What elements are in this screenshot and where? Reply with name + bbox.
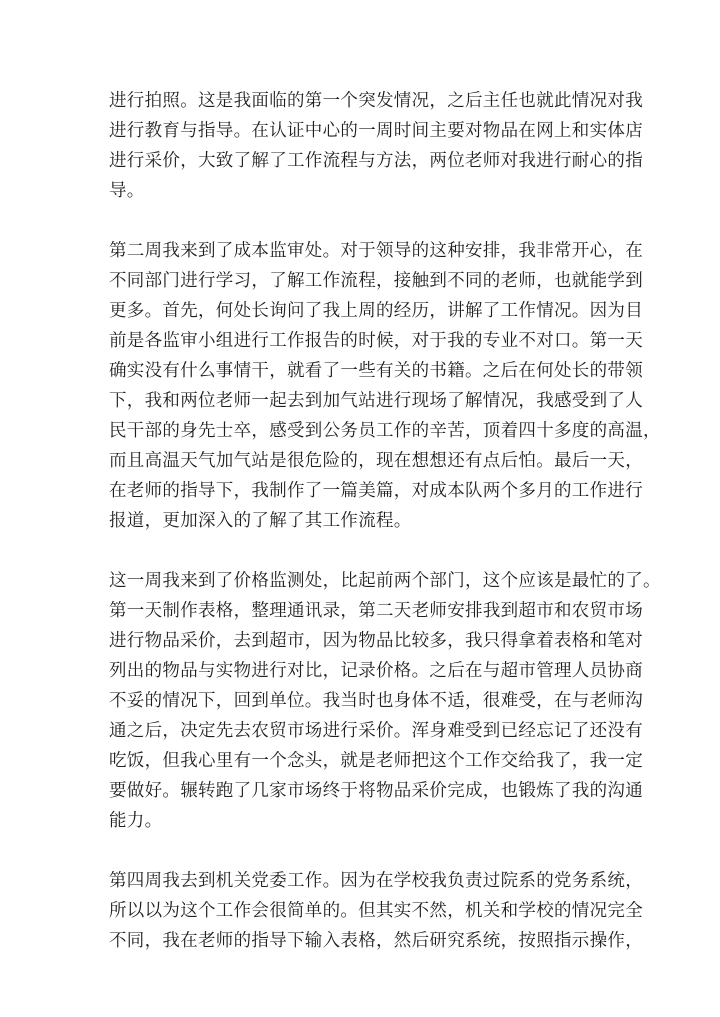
paragraph-1 (109, 86, 643, 206)
document-body (109, 86, 661, 986)
paragraph-2 (109, 236, 661, 536)
text-line: 更多。首先，何处长询问了我上周的经历，讲解了工作情况。因为目 (109, 301, 643, 321)
text-line: 第一天制作表格，整理通讯录，第二天老师安排我到超市和农贸市场 (109, 601, 643, 621)
text-line: 进行教育与指导。在认证中心的一周时间主要对物品在网上和实体店 (109, 121, 643, 141)
text-line: 进行采价，大致了解了工作流程与方法，两位老师对我进行耐心的指 (109, 151, 643, 171)
text-line: 下，我和两位老师一起去到加气站进行现场了解情况，我感受到了人 (109, 391, 643, 411)
text-line: 前是各监审小组进行工作报告的时候，对于我的专业不对口。第一天 (109, 331, 643, 351)
text-line: 民干部的身先士卒，感受到公务员工作的辛苦，顶着四十多度的高温， (109, 421, 661, 441)
text-line: 不同部门进行学习，了解工作流程，接触到不同的老师，也就能学到 (109, 271, 643, 291)
text-line: 第四周我去到机关党委工作。因为在学校我负责过院系的党务系统， (109, 871, 643, 891)
text-line: 列出的物品与实物进行对比，记录价格。之后在与超市管理人员协商 (109, 661, 643, 681)
text-line: 不同，我在老师的指导下输入表格，然后研究系统，按照指示操作， (109, 931, 643, 951)
text-line: 不妥的情况下，回到单位。我当时也身体不适，很难受，在与老师沟 (109, 691, 643, 711)
text-line: 要做好。辗转跑了几家市场终于将物品采价完成，也锻炼了我的沟通 (109, 781, 643, 801)
text-line: 进行物品采价，去到超市，因为物品比较多，我只得拿着表格和笔对 (109, 631, 643, 651)
text-line: 第二周我来到了成本监审处。对于领导的这种安排，我非常开心，在 (109, 241, 643, 261)
text-line: 而且高温天气加气站是很危险的，现在想想还有点后怕。最后一天， (109, 451, 643, 471)
text-line: 能力。 (109, 811, 163, 831)
text-line: 所以以为这个工作会很简单的。但其实不然，机关和学校的情况完全 (109, 901, 643, 921)
text-line: 在老师的指导下，我制作了一篇美篇，对成本队两个多月的工作进行 (109, 481, 643, 501)
text-line: 报道，更加深入的了解了其工作流程。 (109, 511, 412, 531)
text-line: 确实没有什么事情干，就看了一些有关的书籍。之后在何处长的带领 (109, 361, 643, 381)
text-line: 进行拍照。这是我面临的第一个突发情况，之后主任也就此情况对我 (109, 91, 643, 111)
text-line: 吃饭，但我心里有一个念头，就是老师把这个工作交给我了，我一定 (109, 751, 643, 771)
text-line: 导。 (109, 181, 145, 201)
text-line: 这一周我来到了价格监测处，比起前两个部门，这个应该是最忙的了。 (109, 571, 661, 591)
paragraph-3 (109, 566, 661, 836)
paragraph-4 (109, 866, 643, 956)
text-line: 通之后，决定先去农贸市场进行采价。浑身难受到已经忘记了还没有 (109, 721, 643, 741)
